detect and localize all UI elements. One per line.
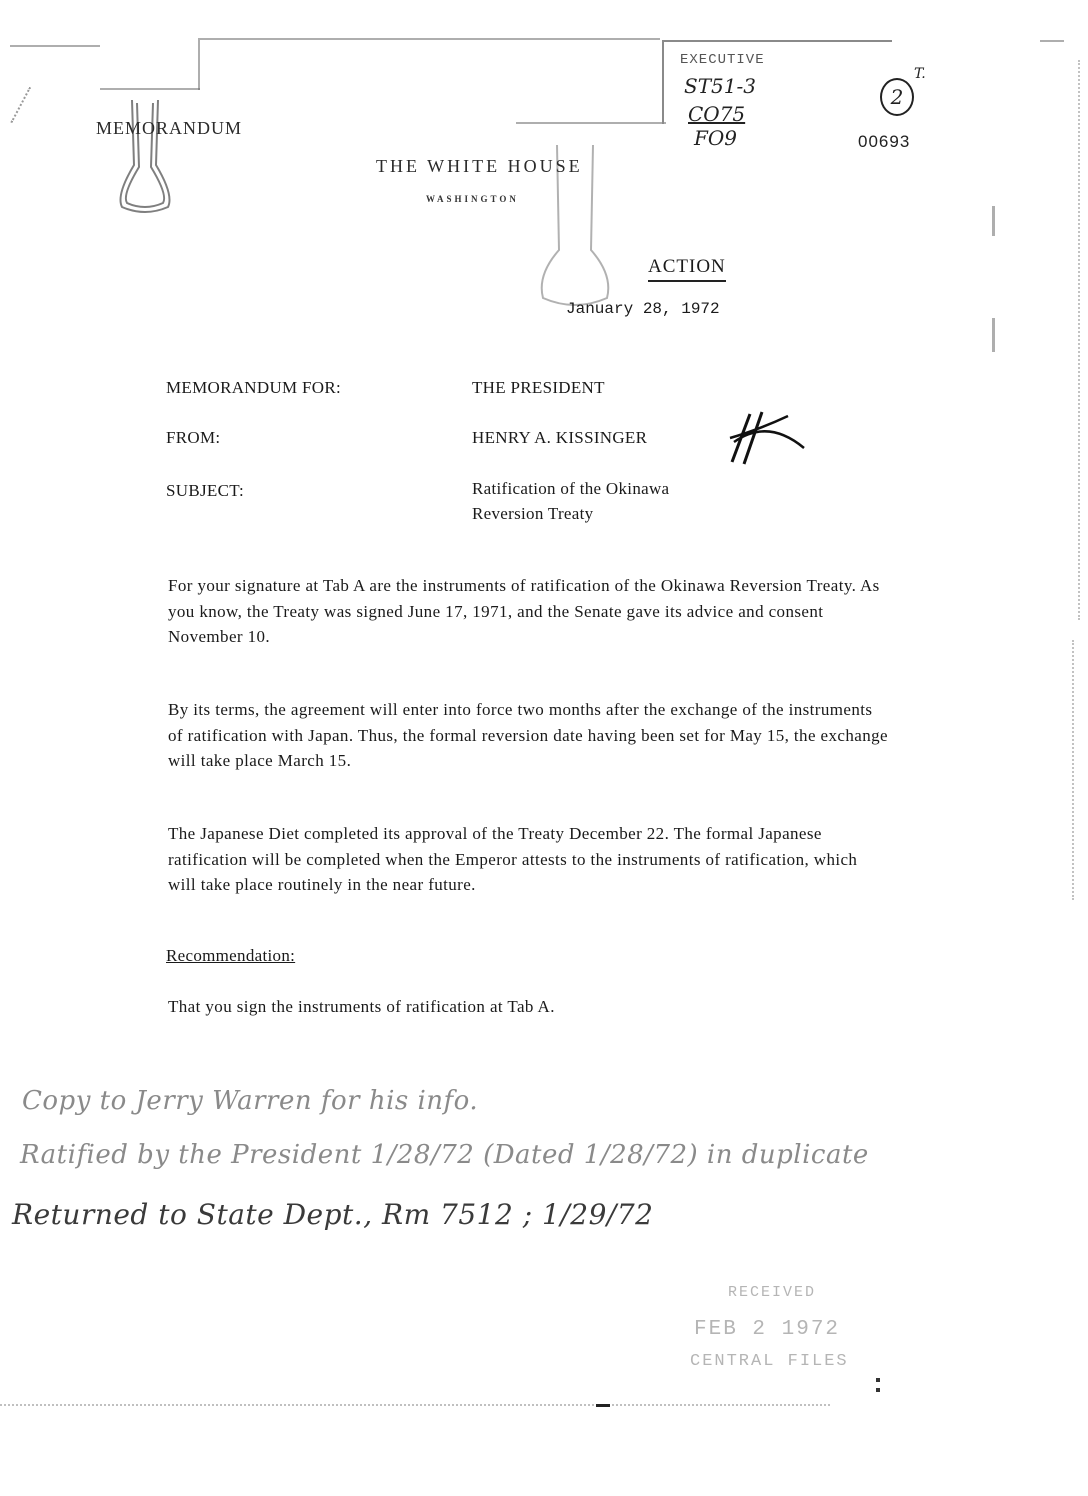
document-number: 00693 xyxy=(858,132,911,151)
scan-edge-top-left xyxy=(10,45,100,47)
stray-mark xyxy=(876,1378,880,1382)
subject-line-1: Ratification of the Okinawa xyxy=(472,479,670,498)
subject-value xyxy=(472,476,669,526)
handwritten-note-1: Copy to Jerry Warren for his info. xyxy=(22,1086,479,1116)
received-stamp-line-1: RECEIVED xyxy=(728,1284,817,1301)
letterhead-subtitle: WASHINGTON xyxy=(426,194,519,204)
subject-label: SUBJECT: xyxy=(166,481,245,500)
stray-mark-2 xyxy=(876,1388,880,1392)
received-stamp-line-3: CENTRAL FILES xyxy=(690,1352,849,1371)
memo-date: January 28, 1972 xyxy=(566,300,720,318)
binder-mark-left-icon xyxy=(110,95,180,220)
memo-for-label: MEMORANDUM FOR: xyxy=(166,378,341,397)
left-margin-scribble xyxy=(10,87,57,137)
scan-edge-topright xyxy=(1040,40,1064,42)
handwritten-note-3: Returned to State Dept., Rm 7512 ; 1/29/72 xyxy=(12,1198,654,1231)
recommendation-text: That you sign the instruments of ratification at Tab A. xyxy=(168,997,555,1016)
scan-edge-mid xyxy=(516,122,666,124)
margin-tick-2 xyxy=(992,318,995,352)
margin-tick-1 xyxy=(992,206,995,236)
subject-line-2: Reversion Treaty xyxy=(472,504,594,523)
file-code-3: FO9 xyxy=(694,126,737,150)
scan-edge-step-foot xyxy=(100,88,200,90)
scan-edge-top xyxy=(200,38,660,40)
scan-edge-right xyxy=(1078,60,1080,620)
scan-edge-bottom-mark xyxy=(596,1404,610,1407)
classification-label: ACTION xyxy=(648,256,726,282)
body-paragraph-3: The Japanese Diet completed its approval of the Treaty December 22. The formal Japanese ratification will be completed when the Emperor attests to the instruments of ratification, which will take place routinely in the near future. xyxy=(168,824,858,894)
scan-edge-bottom xyxy=(0,1404,830,1408)
memo-for-value: THE PRESIDENT xyxy=(472,378,605,397)
received-stamp-date: FEB 2 1972 xyxy=(694,1318,841,1341)
letterhead-memorandum: MEMORANDUM xyxy=(96,118,243,138)
body-paragraph-1: For your signature at Tab A are the instruments of ratification of the Okinawa Reversion Treaty. As you know, the Treaty was signed June 17, 1971, and the Senate gave its advice and consent November 10. xyxy=(168,576,880,646)
signature-initials-icon xyxy=(728,408,808,466)
letterhead-title: THE WHITE HOUSE xyxy=(376,156,583,176)
scan-edge-step xyxy=(198,38,200,90)
circled-mark-suffix: T. xyxy=(914,66,926,82)
file-code-2: CO75 xyxy=(688,102,746,126)
file-code-1: ST51-3 xyxy=(684,74,756,98)
body-paragraph-2: By its terms, the agreement will enter into force two months after the exchange of the instruments of ratification with Japan. Thus, the formal reversion date having been set for May 15, the exchange will take place March 15. xyxy=(168,700,888,770)
circled-mark: 2 xyxy=(880,78,914,116)
from-label: FROM: xyxy=(166,428,221,447)
from-value: HENRY A. KISSINGER xyxy=(472,428,648,447)
handwritten-note-2: Ratified by the President 1/28/72 (Dated 1/28/72) in duplicate xyxy=(20,1140,869,1170)
scan-edge-right-lower xyxy=(1072,640,1074,900)
recommendation-heading: Recommendation: xyxy=(166,946,296,965)
file-stamp-category: EXECUTIVE xyxy=(680,52,765,68)
